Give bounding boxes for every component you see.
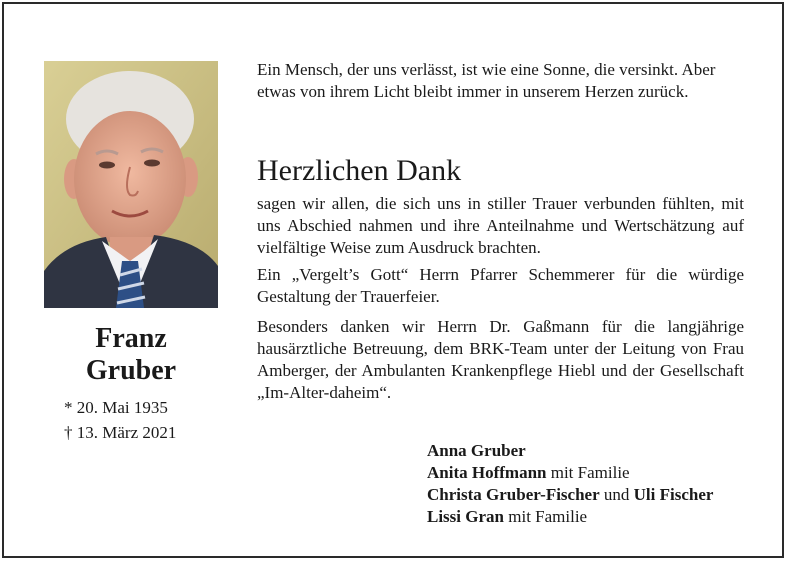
deceased-first-name: Franz (95, 323, 167, 354)
signature-line-4 (427, 506, 713, 528)
memorial-quote: Ein Mensch, der uns verlässt, ist wie eine Sonne, die versinkt. Aber etwas von ihrem Licht bleibt immer in unserem Herzen zurück. (257, 60, 716, 101)
deceased-last-name: Gruber (85, 355, 177, 386)
signer-name: Christa Gruber-Fischer (427, 485, 600, 504)
signature-line-3 (427, 484, 713, 506)
signer-suffix: mit Familie (508, 507, 588, 526)
signature-line-1 (427, 440, 713, 462)
signer-joiner: und (603, 485, 630, 504)
portrait-photo (44, 61, 218, 308)
birth-date: * 20. Mai 1935 (64, 398, 168, 417)
death-date: † 13. März 2021 (64, 423, 177, 442)
signer-name: Uli Fischer (633, 485, 714, 504)
signatures (427, 440, 713, 528)
thanks-paragraph-1: sagen wir allen, die sich uns in stiller Trauer verbunden fühlten, mit uns Abschied nahmen und ihre Anteilnahme und Wertschätzung auf vielfältige Weise zum Ausdruck brachten. (257, 194, 744, 257)
thanks-paragraph-2: Ein „Vergelt’s Gott“ Herrn Pfarrer Schemmerer für die würdige Gestaltung der Trauerfeier. (257, 265, 744, 306)
signer-name: Lissi Gran (427, 507, 504, 526)
signature-line-2 (427, 462, 713, 484)
signer-name: Anna Gruber (427, 441, 526, 460)
signer-suffix: mit Familie (550, 463, 630, 482)
thanks-paragraph-3: Besonders danken wir Herrn Dr. Gaßmann für die langjährige hausärztliche Betreuung, dem BRK-Team unter der Leitung von Frau Amberger, der Ambulanten Krankenpflege Hiebl und der Gesellschaft „Im-Alter-daheim“. (257, 317, 744, 402)
signer-name: Anita Hoffmann (427, 463, 547, 482)
thanks-heading: Herzlichen Dank (257, 154, 462, 187)
